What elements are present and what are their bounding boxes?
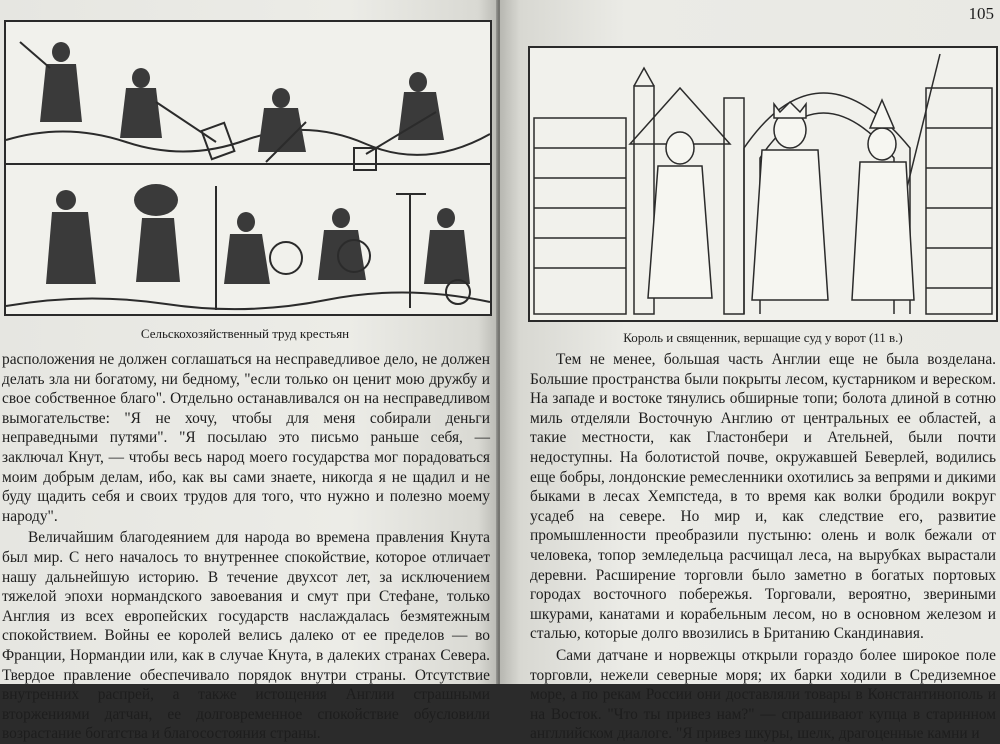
king-and-priest-illustration <box>528 46 998 322</box>
peasant-labour-illustration <box>4 20 492 316</box>
left-text-column <box>2 350 490 744</box>
left-paragraph-1: расположения не должен соглашаться на несправедливое дело, не должен делать зла ни богатому, ни бедному, "если только он ценит мою дружбу и свое собственное благо". Отдельно останавливался он на несправедливом вымогательстве: "Я не хочу, чтобы для меня собирали деньги неправедными путями". "Я посылаю это письмо раньше себя, — заключал Кнут, — чтобы весь народ моего государства мог порадоваться моим добрым делам, ибо, как вы сами знаете, никогда я не щадил и не буду щадить себя и своих трудов для того, что нужно и полезно моему народу". <box>2 351 490 525</box>
page-number: 105 <box>968 4 994 23</box>
right-text-column <box>530 350 996 744</box>
king-and-priest-drawing <box>530 48 996 320</box>
left-figure-caption: Сельскохозяйственный труд крестьян <box>140 326 350 341</box>
left-page <box>0 0 498 743</box>
right-page <box>500 0 1000 743</box>
peasant-labour-drawing <box>6 22 490 314</box>
right-paragraph-2: Сами датчане и норвежцы открыли гораздо более широкое поле торговли, нежели северные моря; их барки ходили в Средиземное море, а по рекам России они доставляли товары в Константинополь и на Восток. "Что ты привез нам?" — спрашивают купца в старинном англлийском диалоге. "Я привез шкуры, шелк, драгоценные камни и <box>530 646 996 743</box>
left-paragraph-2: Величайшим благодеянием для народа во времена правления Кнута был мир. С него началось то внутреннее спокойствие, которое отличает нашу дальнейшую историю. В течение двухсот лет, за исключением тяжелой эпохи нормандского завоевания и смут при Стефане, только Англия из всех европейских государств наслаждалась безмятежным спокойствием. Войны ее королей велись далеко от ее пределов — во Франции, Нормандии или, как в случае Кнута, в далеких странах Севера. Твердое правление обеспечивало порядок внутри страны. Отсутствие внутренних распрей, а также истощения Англии страшными вторжениями датчан, ее долговременное спокойствие обусловили возрастание богатства и благосостояния страны. <box>2 529 490 743</box>
right-paragraph-1: Тем не менее, большая часть Англии еще не была возделана. Большие пространства были покрыты лесом, кустарником и вереском. На западе и востоке тянулись обширные топи; болота длиной в сотню миль отделяли Восточную Англию от центральных ее областей, а такие местности, как Гластонбери и Ательней, были почти недоступны. На болотистой почве, окружавшей Беверлей, водились еще бобры, лондонские ремесленники охотились за вепрями и дикими быками в лесах Хемпстеда, в то время как волки бродили вокруг усадеб на севере. Но мир и, как следствие его, развитие промышленности преобразили пустыню: олень и волк бежали от человека, топор земледельца расчищал леса, на вырубках вырастали деревни. Расширение торговли было заметно в богатых портовых городах восточного побережья. Торговали, вероятно, звериными шкурами, канатами и корабельным лесом, но в основном железом и сталью, которые долго ввозились в Британию Скандинавия. <box>530 351 996 643</box>
right-figure-caption: Король и священник, вершащие суд у ворот (11 в.) <box>623 330 903 345</box>
